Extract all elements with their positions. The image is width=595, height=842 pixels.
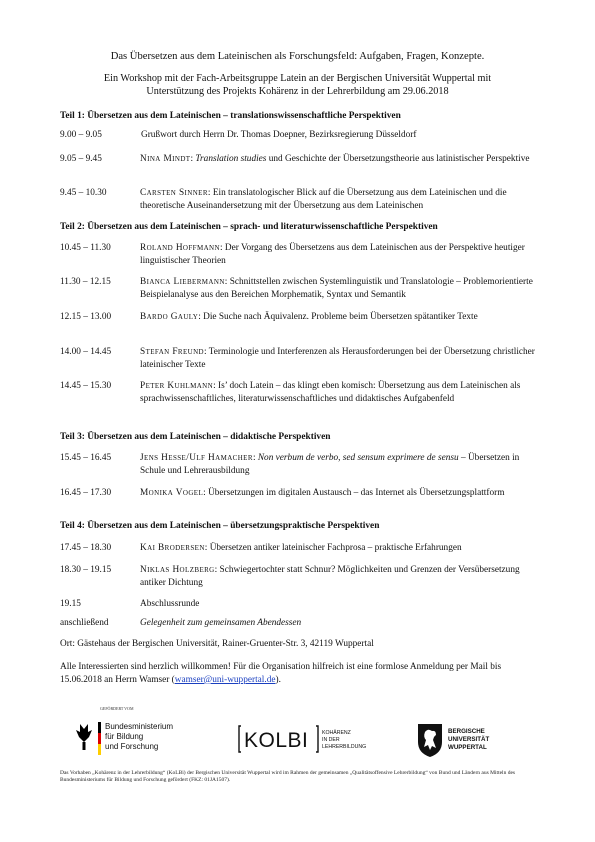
university-lion-icon [418,724,442,757]
talk-title: : Is’ doch Latein – das klingt eben komisch: Übersetzung aus dem Lateinischen als sprachwissenschaftliches, literaturwissenschaftliches und didaktisches Aufgabenfeld [140,381,521,404]
speaker-name: Niklas Holzberg [140,565,215,575]
sponsor-note: GEFÖRDERT VOM [100,706,134,711]
funding-footnote: Das Vorhaben „Kohärenz in der Lehrerbildung“ (KoLBi) der Bergischen Universität Wuppertal wird im Rahmen der gemeinsamen „Qualitätsoffensive Lehrerbildung“ von Bund und Ländern aus Mitteln des Bundesministeriums für Bildung und Forschung gefördert (FKZ: 01JA1507). [60,770,516,784]
speaker-name: Kai Brodersen [140,543,205,553]
talk-title: : Übersetzen antiker lateinischer Fachprosa – praktische Erfahrungen [204,543,462,553]
buw-name-line-2: UNIVERSITÄT [448,736,490,743]
program-description: Nina Mindt: Translation studies und Geschichte der Übersetzungstheorie aus latinistischer Perspektive [140,154,530,164]
page-title: Das Übersetzen aus dem Lateinischen als Forschungsfeld: Aufgaben, Fragen, Konzepte. [110,51,485,62]
part-heading-4: Teil 4: Übersetzen aus dem Lateinischen – übersetzungspraktische Perspektiven [60,521,380,531]
talk-title: : Terminologie und Interferenzen als Herausforderungen bei der Übersetzung christlicher lateinischer Texte [140,347,535,370]
program-description [140,242,540,267]
talk-title-italic: Non verbum de verbo, sed sensum exprimere de sensu [257,453,459,463]
program-time: 11.30 – 12.15 [60,277,111,287]
program-description [140,487,540,500]
talk-title: : Ein translatologischer Blick auf die Übersetzung aus dem Lateinischen und die theoretische Auseinandersetzung mit der Übersetzung aus dem Lateinischen [140,188,507,211]
bmbf-logo [66,720,196,760]
bmbf-name-line-1: Bundesministerium [105,722,174,731]
program-description [140,542,540,555]
speaker-name: Carsten Sinner [140,188,208,198]
talk-title: : Schnittstellen zwischen Systemlinguistik und Translatologie – Problemorientierte Beispielanalyse aus den Bereichen Morphematik, Syntax und Semantik [140,277,533,300]
program-description [140,380,540,405]
program-time: 17.45 – 18.30 [60,543,112,553]
buw-name-line-3: WUPPERTAL [448,744,487,751]
part-heading-2: Teil 2: Übersetzen aus dem Lateinischen – sprach- und literaturwissenschaftliche Perspektiven [60,222,438,232]
bmbf-name-line-2: für Bildung [105,732,144,741]
talk-title: – Übersetzen in Schule und Lehrerausbildung [140,453,520,476]
kolbi-tagline-2: IN DER [322,737,340,743]
speaker-name: Monika Vogel [140,488,204,498]
program-time: 14.45 – 15.30 [60,381,112,391]
registration-text: Alle Interessierten sind herzlich willkommen! Für die Organisation hilfreich ist eine formlose Anmeldung per Mail bis 15.06.2018 an Herrn Wamser ( [60,662,502,685]
program-time: 9.00 – 9.05 [60,130,102,140]
program-time: 9.05 – 9.45 [60,154,102,164]
program-time: 19.15 [60,599,81,609]
kolbi-tagline-3: LEHRERBILDUNG [322,744,367,750]
program-time: 16.45 – 17.30 [60,488,112,498]
talk-title: und Geschichte der Übersetzungstheorie aus latinistischer Perspektive [266,154,530,164]
program-time: 15.45 – 16.45 [60,453,112,463]
buw-name-line-1: BERGISCHE [448,728,485,735]
talk-title: : Übersetzungen im digitalen Austausch – das Internet als Übersetzungsplattform [203,488,505,498]
program-time: 12.15 – 13.00 [60,312,112,322]
speaker-name: Jens Hesse/Ulf Hamacher [140,453,253,463]
kolbi-logo [238,724,373,754]
registration-note [60,661,538,687]
kolbi-wordmark: KOLBI [244,729,309,752]
german-flag-icon [98,722,101,755]
program-time: 18.30 – 19.15 [60,565,112,575]
speaker-name: Peter Kuhlmann [140,381,214,391]
kolbi-tagline-1: KOHÄRENZ [322,730,351,736]
program-description: Grußwort durch Herrn Dr. Thomas Doepner, Bezirksregierung Düsseldorf [141,130,417,140]
talk-title: : Der Vorgang des Übersetzens aus dem Lateinischen aus der Perspektive heutiger linguistischer Theorien [140,243,525,266]
part-heading-1: Teil 1: Übersetzen aus dem Lateinischen – translationswissenschaftliche Perspektiven [60,111,401,121]
program-description [140,187,540,212]
program-description: Jens Hesse/Ulf Hamacher: Non verbum de verbo, sed sensum exprimere de sensu – Übersetzen in Schule und Lehrerausbildung [140,453,520,476]
program-description [140,346,540,371]
email-link[interactable]: wamser@uni-wuppertal.de [174,674,276,685]
page-subtitle [60,72,535,98]
program-time: 9.45 – 10.30 [60,188,107,198]
program-description [140,564,540,589]
speaker-name: Bardo Gauly [140,312,199,322]
bmbf-name-line-3: und Forschung [105,742,159,751]
program-time: anschließend [60,618,109,628]
program-description: Gelegenheit zum gemeinsamen Abendessen [140,618,302,628]
logo-bar [60,700,540,760]
subtitle-line-2: Unterstützung des Projekts Kohärenz in der Lehrerbildung am 29.06.2018 [146,86,449,97]
talk-title: : Schwiegertochter statt Schnur? Möglichkeiten und Grenzen der Versübersetzung antiker Dichtung [140,565,520,588]
program-description: Abschlussrunde [140,599,200,609]
subtitle-line-1: Ein Workshop mit der Fach-Arbeitsgruppe Latein an der Bergischen Universität Wuppertal mit [103,73,492,84]
program-description [140,311,540,324]
speaker-name: Bianca Liebermann [140,277,225,287]
speaker-name: Nina Mindt [140,154,191,164]
part-heading-3: Teil 3: Übersetzen aus dem Lateinischen – didaktische Perspektiven [60,432,331,442]
talk-title: : Die Suche nach Äquivalenz. Probleme beim Übersetzen spätantiker Texte [198,312,478,322]
venue-text: Ort: Gästehaus der Bergischen Universität, Rainer-Gruenter-Str. 3, 42119 Wuppertal [60,639,374,649]
speaker-name: Roland Hoffmann [140,243,220,253]
talk-title-italic: Translation studies [195,154,267,164]
speaker-name: Stefan Freund [140,347,205,357]
program-description [140,276,540,301]
federal-eagle-icon [76,724,92,750]
program-time: 14.00 – 14.45 [60,347,112,357]
registration-text-end: ). [275,674,281,685]
buw-logo [414,722,534,758]
program-time: 10.45 – 11.30 [60,243,111,253]
